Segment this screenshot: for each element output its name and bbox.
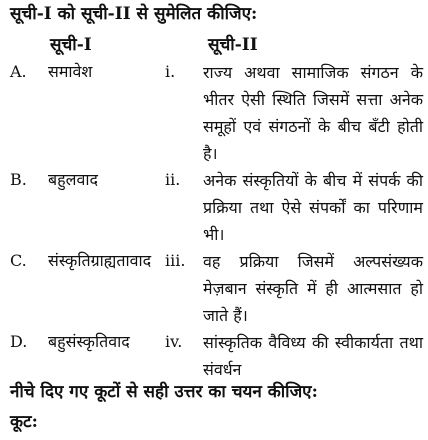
- list-1-heading: सूची-I: [50, 35, 92, 55]
- question-title: सूची-I को सूची-II से सुमेलित कीजिए:: [10, 4, 258, 24]
- row-iii-numeral: iii.: [165, 251, 186, 270]
- answer-instruction: नीचे दिए गए कूटों से सही उत्तर का चयन कीजिए:: [10, 382, 318, 402]
- row-a-letter: A.: [10, 62, 27, 81]
- row-i-description: राज्य अथवा सामाजिक संगठन के भीतर ऐसी स्थिति जिसमें सत्ता अनेक समूहों एवं संगठनों के बीच बँटी होती है।: [203, 63, 423, 163]
- row-iv-numeral: iv.: [165, 332, 183, 351]
- row-c-letter: C.: [10, 251, 27, 270]
- list-2-heading: सूची-II: [208, 35, 258, 55]
- row-d-letter: D.: [10, 332, 28, 351]
- row-d-term: बहुसंस्कृतिवाद: [48, 332, 130, 351]
- row-iv-description: सांस्कृतिक वैविध्य की स्वीकार्यता तथा संवर्धन: [203, 333, 423, 379]
- row-b-term: बहुलवाद: [48, 170, 99, 189]
- row-b-letter: B.: [10, 170, 27, 189]
- row-iii-description: वह प्रक्रिया जिसमें अल्पसंख्यक मेज़बान संस्कृति में ही आत्मसात हो जाते हैं।: [203, 252, 423, 325]
- row-a-term: समावेश: [48, 62, 93, 81]
- row-c-term: संस्कृतिग्राह्यतावाद: [48, 251, 152, 270]
- codes-label: कूट:: [10, 412, 38, 432]
- row-ii-description: अनेक संस्कृतियों के बीच में संपर्क की प्रक्रिया तथा ऐसे संपर्कों का परिणाम भी।: [203, 171, 423, 244]
- row-i-numeral: i.: [165, 62, 176, 81]
- row-ii-numeral: ii.: [165, 170, 181, 189]
